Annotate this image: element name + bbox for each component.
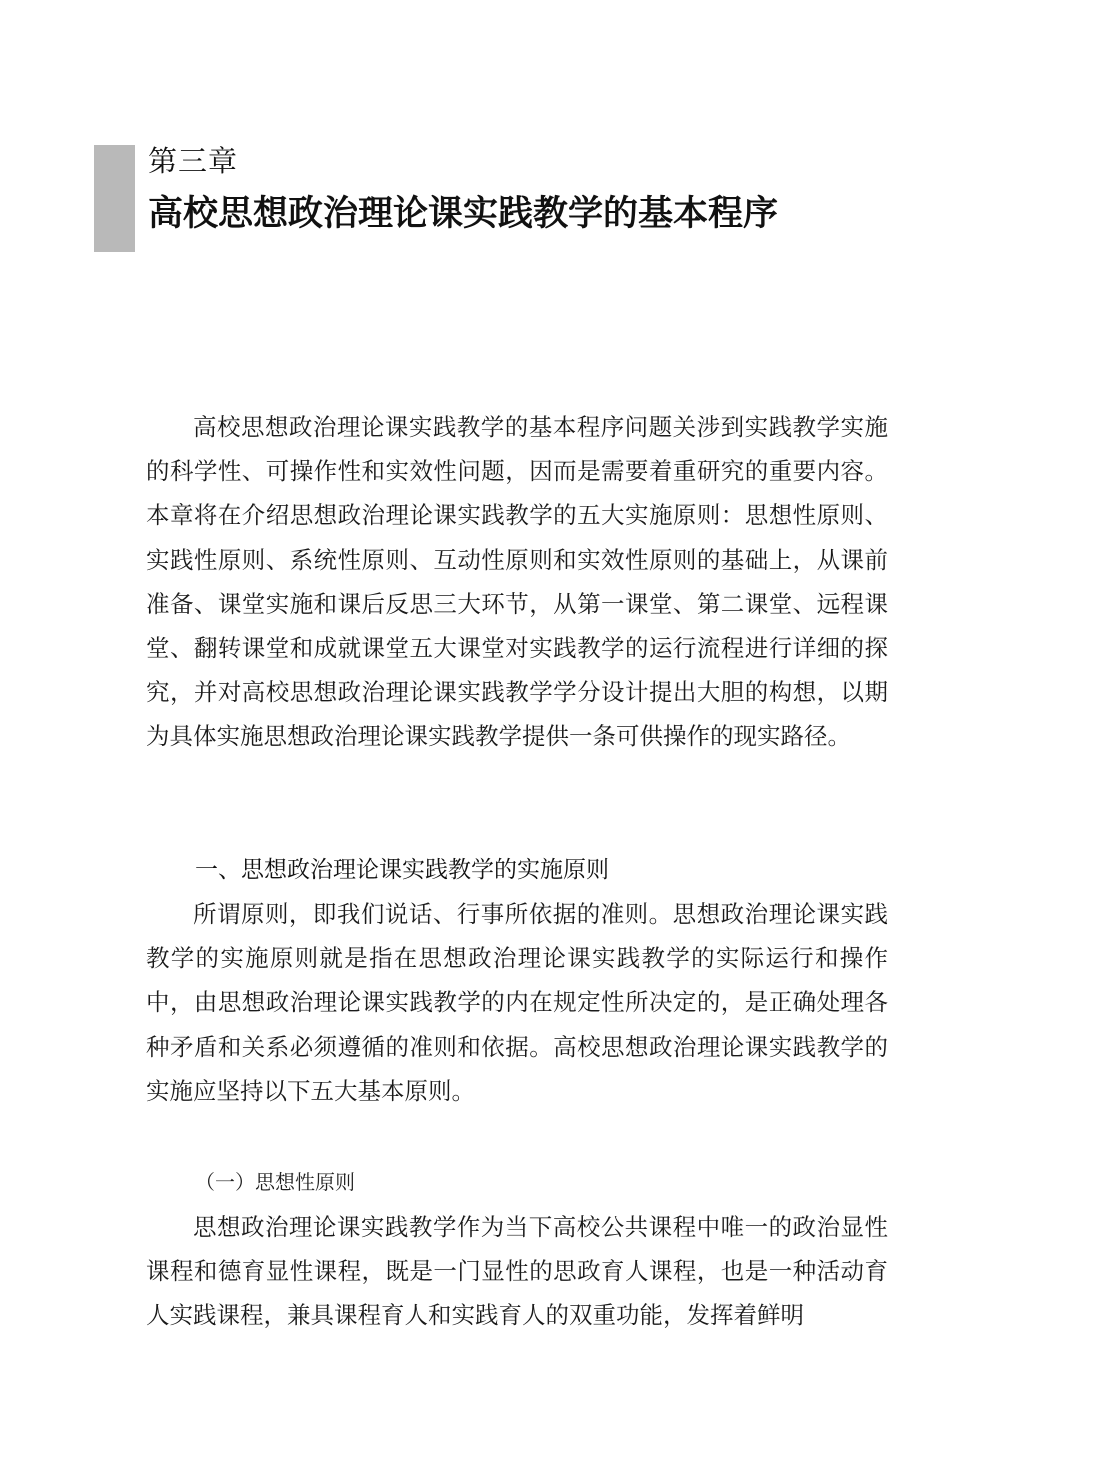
chapter-marker-bar <box>94 145 135 252</box>
subsection-paragraph: 思想政治理论课实践教学作为当下高校公共课程中唯一的政治显性课程和德育显性课程，既是一门显性的思政育人课程，也是一种活动育人实践课程，兼具课程育人和实践育人的双重功能，发挥着鲜明 <box>146 1213 888 1330</box>
subsection-heading: （一）思想性原则 <box>195 1170 355 1194</box>
section-paragraph: 所谓原则，即我们说话、行事所依据的准则。思想政治理论课实践教学的实施原则就是指在思想政治理论课实践教学的实际运行和操作中，由思想政治理论课实践教学的内在规定性所决定的，是正确处理各种矛盾和关系必须遵循的准则和依据。高校思想政治理论课实践教学的实施应坚持以下五大基本原则。 <box>146 900 888 1105</box>
section-heading: 一、思想政治理论课实践教学的实施原则 <box>195 857 609 883</box>
chapter-number: 第三章 <box>148 144 239 178</box>
chapter-title: 高校思想政治理论课实践教学的基本程序 <box>148 193 779 234</box>
intro-paragraph: 高校思想政治理论课实践教学的基本程序问题关涉到实践教学实施的科学性、可操作性和实效性问题，因而是需要着重研究的重要内容。本章将在介绍思想政治理论课实践教学的五大实施原则：思想性原则、实践性原则、系统性原则、互动性原则和实效性原则的基础上，从课前准备、课堂实施和课后反思三大环节，从第一课堂、第二课堂、远程课堂、翻转课堂和成就课堂五大课堂对实践教学的运行流程进行详细的探究，并对高校思想政治理论课实践教学学分设计提出大胆的构想，以期为具体实施思想政治理论课实践教学提供一条可供操作的现实路径。 <box>146 413 888 751</box>
